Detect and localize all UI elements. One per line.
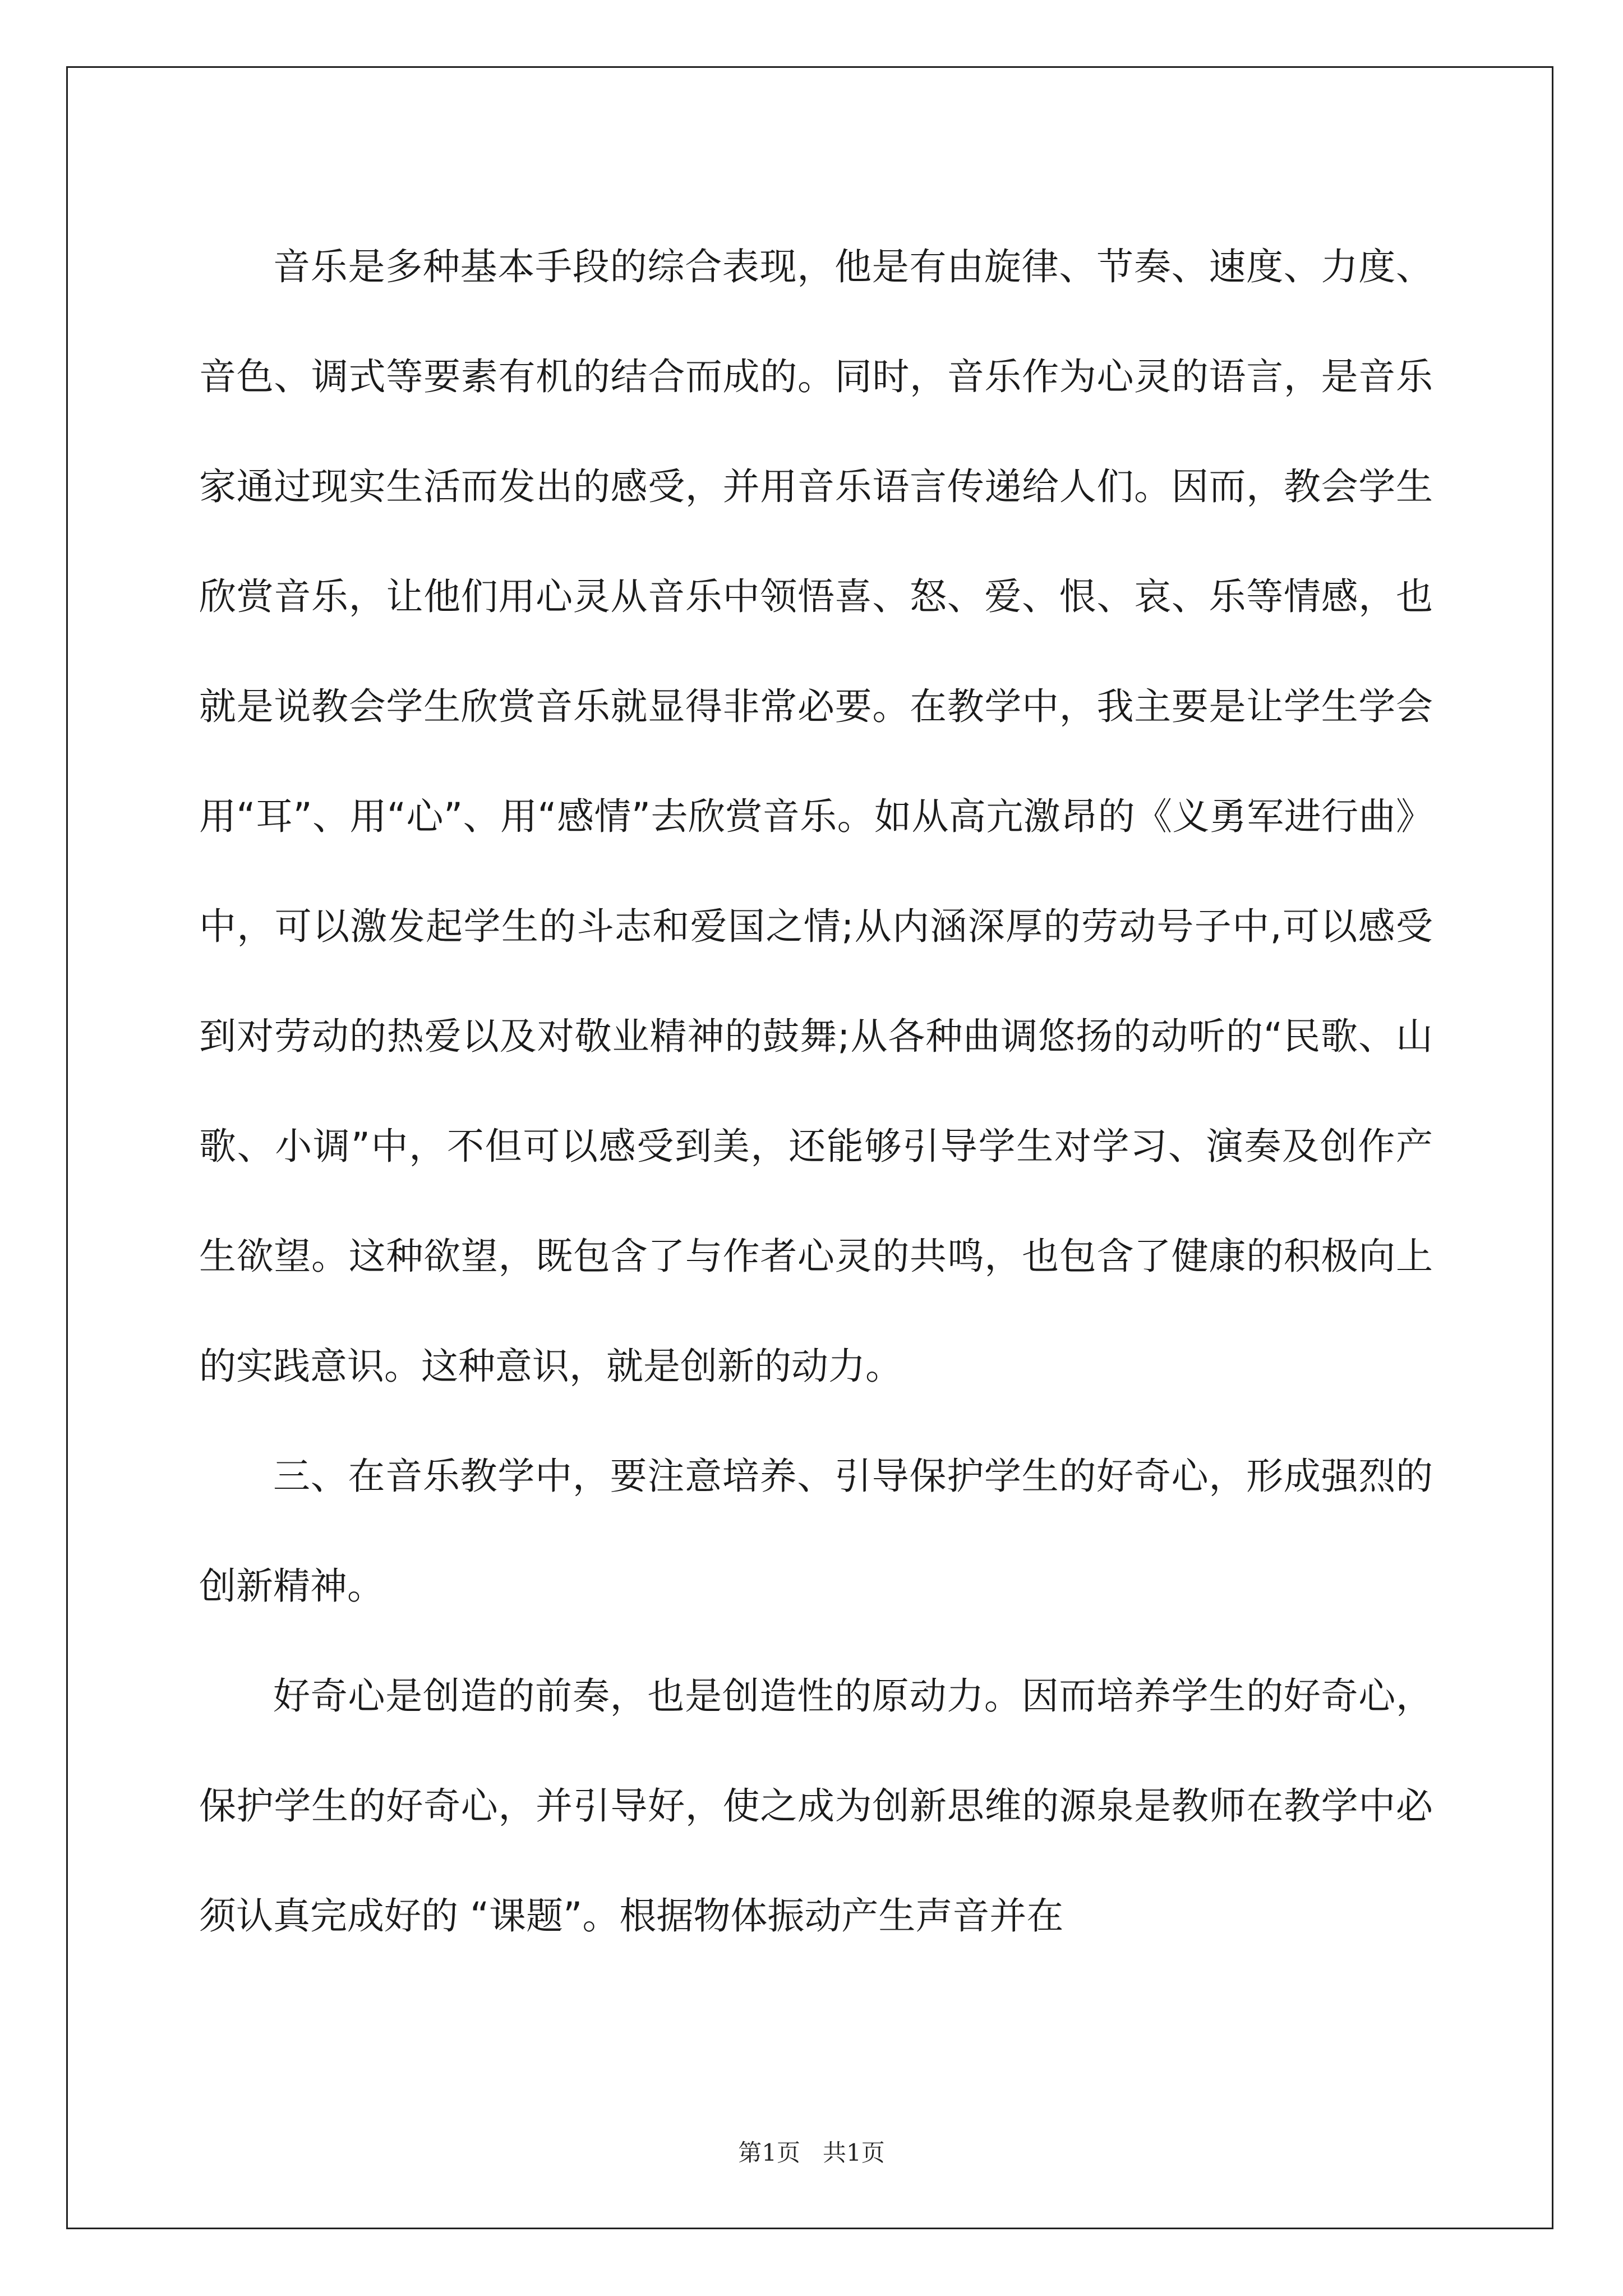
document-body (199, 212, 1433, 1971)
page-number-current: 第1页 (738, 2139, 800, 2166)
page-number-total: 共1页 (823, 2139, 885, 2166)
paragraph-music-appreciation: 音乐是多种基本手段的综合表现，他是有由旋律、节奏、速度、力度、音色、调式等要素有机的结合而成的。同时，音乐作为心灵的语言，是音乐家通过现实生活而发出的感受，并用音乐语言传递给人们。因而，教会学生欣赏音乐，让他们用心灵从音乐中领悟喜、怒、爱、恨、哀、乐等情感，也就是说教会学生欣赏音乐就显得非常必要。在教学中，我主要是让学生学会用“耳”、用“心”、用“感情”去欣赏音乐。如从高亢激昂的《义勇军进行曲》中，可以激发起学生的斗志和爱国之情;从内涵深厚的劳动号子中,可以感受到对劳动的热爱以及对敬业精神的鼓舞;从各种曲调悠扬的动听的“民歌、山歌、小调”中，不但可以感受到美，还能够引导学生对学习、演奏及创作产生欲望。这种欲望，既包含了与作者心灵的共鸣，也包含了健康的积极向上的实践意识。这种意识，就是创新的动力。 (199, 245, 1433, 1388)
page-footer (0, 2136, 1623, 2170)
paragraph-curiosity: 好奇心是创造的前奏，也是创造性的原动力。因而培养学生的好奇心，保护学生的好奇心，并引导好，使之成为创新思维的源泉是教师在教学中必须认真完成好的 “课题”。根据物体振动产生声音并在 (199, 1674, 1433, 1938)
paragraph-section-three-heading: 三、在音乐教学中，要注意培养、引导保护学生的好奇心，形成强烈的创新精神。 (199, 1455, 1433, 1608)
